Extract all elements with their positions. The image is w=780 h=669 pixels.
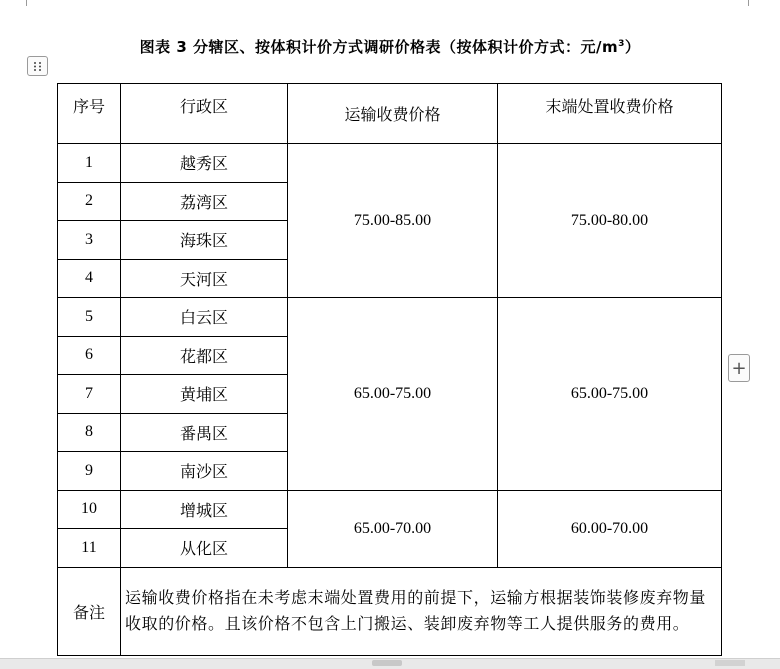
row-index: 2 [58,182,121,221]
row-district: 海珠区 [121,221,288,260]
row-district: 增城区 [121,490,288,529]
table-header-row [58,84,722,144]
header-transport-price: 运输收费价格 [288,84,498,144]
price-table [57,83,722,656]
note-label: 备注 [58,567,121,655]
disposal-price-cell: 75.00-80.00 [498,144,722,298]
header-index: 序号 [58,84,121,144]
row-index: 3 [58,221,121,260]
header-disposal-price: 末端处置收费价格 [498,84,722,144]
header-district: 行政区 [121,84,288,144]
row-index: 1 [58,144,121,183]
scrollbar-thumb[interactable] [372,660,402,666]
table-move-handle[interactable] [27,56,48,76]
table-row [58,298,722,337]
row-district: 白云区 [121,298,288,337]
caption-text: 图表 3 分辖区、按体积计价方式调研价格表（按体积计价方式：元/m [139,38,619,56]
table-caption [0,36,780,57]
caption-close: ） [624,38,641,56]
row-district: 从化区 [121,529,288,568]
row-district: 荔湾区 [121,182,288,221]
note-row [58,567,722,655]
row-district: 南沙区 [121,452,288,491]
scrollbar-segment [715,660,745,666]
note-text: 运输收费价格指在未考虑末端处置费用的前提下，运输方根据装饰装修废弃物量收取的价格。且该价格不包含上门搬运、装卸废弃物等工人提供服务的费用。 [121,567,722,655]
row-index: 5 [58,298,121,337]
transport-price-cell: 65.00-70.00 [288,490,498,567]
row-district: 番禺区 [121,413,288,452]
row-index: 6 [58,336,121,375]
row-index: 4 [58,259,121,298]
row-index: 11 [58,529,121,568]
disposal-price-cell: 65.00-75.00 [498,298,722,491]
grip-dots-icon [33,61,42,72]
transport-price-cell: 75.00-85.00 [288,144,498,298]
page-margin-marker-right [748,0,749,6]
table-row [58,144,722,183]
row-district: 越秀区 [121,144,288,183]
row-index: 8 [58,413,121,452]
row-district: 黄埔区 [121,375,288,414]
transport-price-cell: 65.00-75.00 [288,298,498,491]
row-index: 10 [58,490,121,529]
add-column-button[interactable] [728,354,750,382]
table-row [58,490,722,529]
row-district: 天河区 [121,259,288,298]
row-district: 花都区 [121,336,288,375]
caption-superscript: 3 [618,39,625,49]
disposal-price-cell: 60.00-70.00 [498,490,722,567]
page-margin-marker-left [26,0,27,6]
plus-icon: + [731,357,747,379]
row-index: 7 [58,375,121,414]
row-index: 9 [58,452,121,491]
